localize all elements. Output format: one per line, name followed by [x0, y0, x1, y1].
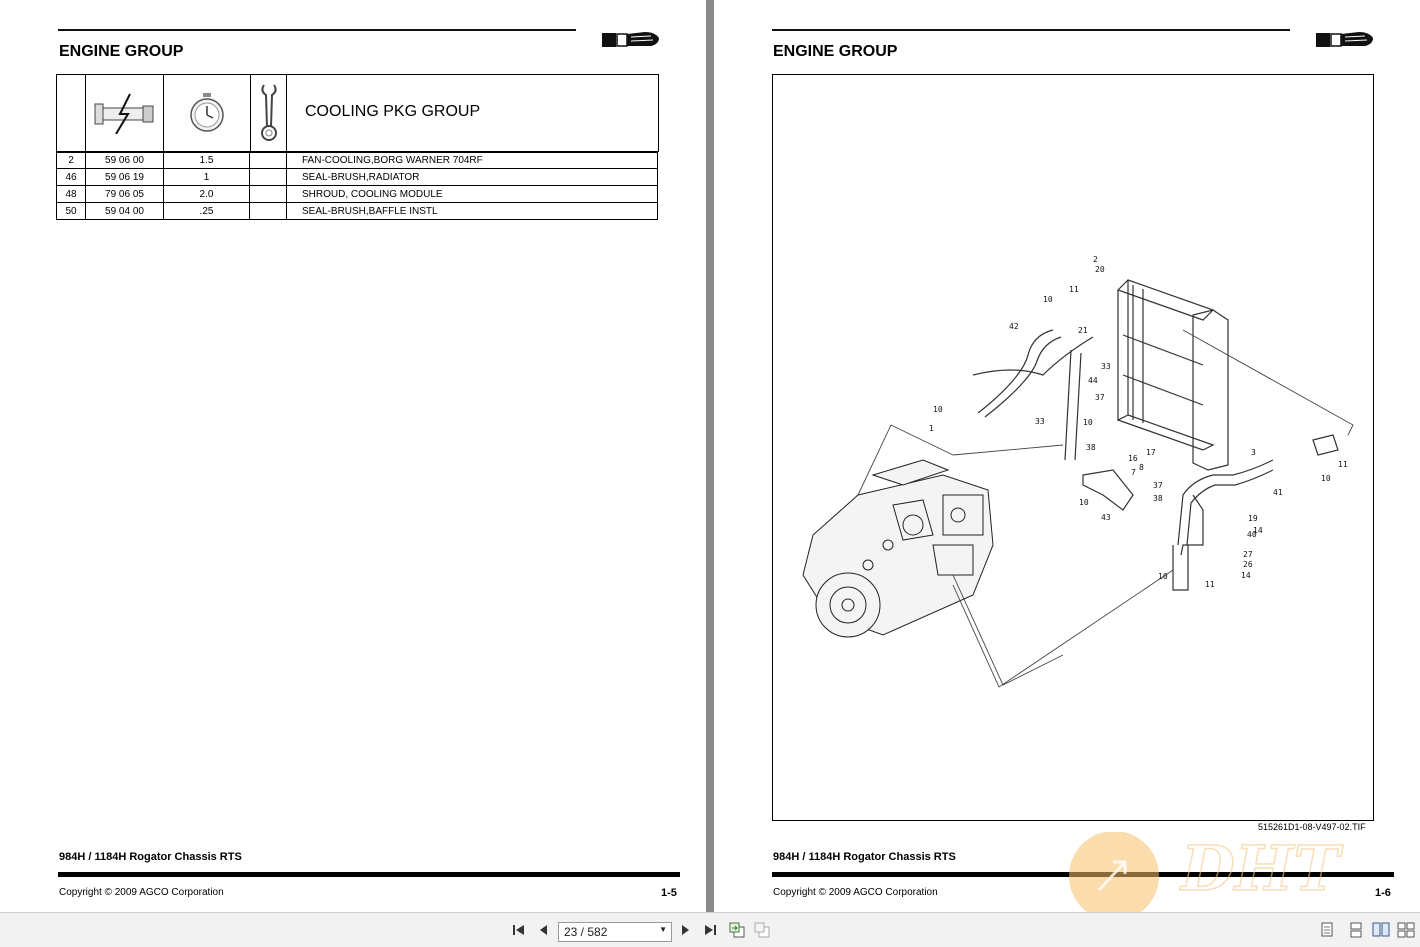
- table-row: [56, 203, 658, 220]
- continuous-page-icon: [1349, 922, 1363, 938]
- tool-header: [251, 75, 287, 151]
- callout-label: 16: [1128, 454, 1138, 463]
- chevron-down-icon[interactable]: ▼: [659, 925, 667, 934]
- callout-label: 14: [1253, 526, 1263, 535]
- part-cell: 59 06 19: [86, 169, 164, 185]
- item-cell: 2: [57, 153, 86, 168]
- qty-cell: .25: [164, 203, 250, 219]
- callout-label: 2: [1093, 255, 1098, 264]
- blank-cell: [250, 186, 287, 202]
- two-page-continuous-icon: [1397, 922, 1415, 938]
- callout-label: 10: [933, 405, 943, 414]
- desc-cell: SHROUD, COOLING MODULE: [302, 188, 443, 200]
- two-page-continuous-button[interactable]: [1397, 921, 1415, 939]
- callout-label: 7: [1131, 468, 1136, 477]
- blank-cell: [250, 153, 287, 168]
- callout-label: 27: [1243, 550, 1253, 559]
- qty-cell: 1.5: [164, 153, 250, 168]
- two-page-icon: [1372, 922, 1390, 938]
- page-number: 1-6: [1375, 887, 1391, 899]
- callout-label: 37: [1153, 481, 1163, 490]
- desc-cell: FAN-COOLING,BORG WARNER 704RF: [302, 155, 483, 166]
- callout-label: 20: [1095, 265, 1105, 274]
- group-title: ENGINE GROUP: [59, 43, 184, 60]
- two-page-view-button[interactable]: [1372, 921, 1390, 939]
- last-page-icon: [703, 923, 717, 937]
- single-page-icon: [1320, 922, 1334, 938]
- blank-cell: [250, 169, 287, 185]
- right-page: [714, 0, 1420, 912]
- stopwatch-icon: [187, 91, 227, 135]
- page-number-field[interactable]: [558, 922, 672, 942]
- callout-label: 8: [1139, 463, 1144, 472]
- callout-label: 10: [1043, 295, 1053, 304]
- part-cell: 59 04 00: [86, 203, 164, 219]
- copyright: Copyright © 2009 AGCO Corporation: [773, 887, 938, 898]
- part-cell: 79 06 05: [86, 186, 164, 202]
- first-page-button[interactable]: [510, 921, 528, 939]
- hand-wrench-logo-icon: [1315, 28, 1375, 52]
- callout-label: 43: [1101, 513, 1111, 522]
- callout-label: 40: [1247, 530, 1257, 539]
- desc-cell: SEAL-BRUSH,RADIATOR: [302, 171, 420, 183]
- footer-rule: [58, 872, 680, 877]
- last-page-button[interactable]: [701, 921, 719, 939]
- pdf-navigation-toolbar: [0, 912, 1420, 947]
- watermark-brand: DHT: [1181, 832, 1340, 905]
- header-blank-cell: [57, 75, 86, 151]
- first-page-icon: [512, 923, 526, 937]
- callout-label: 33: [1101, 362, 1111, 371]
- previous-page-icon: [537, 923, 549, 937]
- parts-diagram-frame: [772, 74, 1374, 821]
- callout-label: 11: [1069, 285, 1079, 294]
- radiator-frame: [1118, 280, 1228, 470]
- part-cell: 59 06 00: [86, 153, 164, 168]
- callout-label: 10: [1321, 474, 1331, 483]
- copyright: Copyright © 2009 AGCO Corporation: [59, 887, 224, 898]
- callout-label: 14: [1241, 571, 1251, 580]
- page-indicator: 23 / 582: [564, 925, 608, 939]
- callout-label: 37: [1095, 393, 1105, 402]
- part-number-header: [86, 75, 164, 151]
- callout-label: 41: [1273, 488, 1283, 497]
- callout-label: 11: [1338, 460, 1348, 469]
- item-cell: 48: [57, 186, 86, 202]
- callout-label: 3: [1251, 448, 1256, 457]
- image-label: 515261D1-08-V497-02.TIF: [1258, 822, 1366, 832]
- cooling-package-diagram: [773, 75, 1373, 820]
- callout-label: 33: [1035, 417, 1045, 426]
- callout-label: 44: [1088, 376, 1098, 385]
- table-row: [56, 186, 658, 203]
- table-row: [56, 169, 658, 186]
- time-header: [164, 75, 251, 151]
- item-cell: 46: [57, 169, 86, 185]
- hoses: [973, 330, 1338, 590]
- desc-cell: SEAL-BRUSH,BAFFLE INSTL: [302, 205, 438, 217]
- table-heading: COOLING PKG GROUP: [305, 103, 481, 120]
- next-page-button[interactable]: [677, 921, 695, 939]
- go-back-view-button[interactable]: [728, 921, 746, 939]
- go-forward-view-button[interactable]: [753, 921, 771, 939]
- item-cell: 50: [57, 203, 86, 219]
- callout-label: 1: [929, 424, 934, 433]
- callout-label: 17: [1146, 448, 1156, 457]
- top-rule: [58, 29, 576, 31]
- forward-view-icon: [754, 922, 770, 938]
- back-view-icon: [729, 922, 745, 938]
- callout-label: 11: [1205, 580, 1215, 589]
- callout-label: 10: [1083, 418, 1093, 427]
- page-number: 1-5: [661, 887, 677, 899]
- callout-label: 19: [1248, 514, 1258, 523]
- callout-label: 38: [1153, 494, 1163, 503]
- group-title: ENGINE GROUP: [773, 43, 898, 60]
- next-page-icon: [680, 923, 692, 937]
- hand-wrench-logo-icon: [601, 28, 661, 52]
- left-page: [0, 0, 706, 912]
- parts-table: [56, 152, 658, 220]
- watermark: [1069, 832, 1419, 912]
- footer-title: 984H / 1184H Rogator Chassis RTS: [773, 851, 956, 863]
- top-rule: [772, 29, 1290, 31]
- wrench-icon: [258, 83, 280, 143]
- callout-label: 42: [1009, 322, 1019, 331]
- continuous-view-button[interactable]: [1347, 921, 1365, 939]
- callout-label: 26: [1243, 560, 1253, 569]
- blank-cell: [250, 203, 287, 219]
- qty-cell: 2.0: [164, 186, 250, 202]
- part-shaft-icon: [92, 92, 158, 134]
- previous-page-button[interactable]: [534, 921, 552, 939]
- callout-label: 10: [1079, 498, 1089, 507]
- footer-title: 984H / 1184H Rogator Chassis RTS: [59, 851, 242, 863]
- single-page-view-button[interactable]: [1318, 921, 1336, 939]
- table-row: [56, 152, 658, 169]
- table-header: [56, 74, 659, 152]
- callout-label: 10: [1158, 572, 1168, 581]
- callout-label: 38: [1086, 443, 1096, 452]
- callout-label: 21: [1078, 326, 1088, 335]
- qty-cell: 1: [164, 169, 250, 185]
